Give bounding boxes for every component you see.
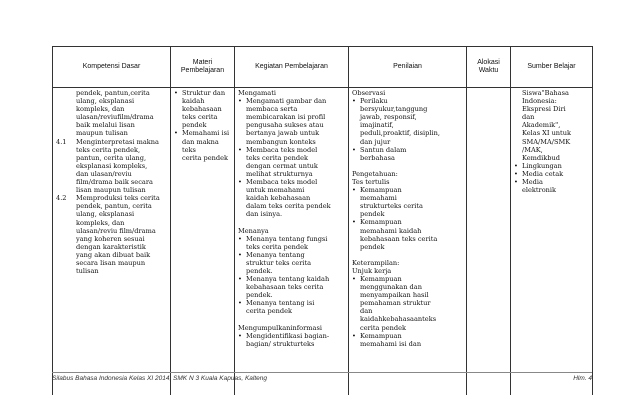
kd-text-line: Memproduksi teks cerita xyxy=(76,194,160,203)
list-item xyxy=(238,299,345,315)
kegiatan-line: untuk memahami xyxy=(246,186,305,195)
penilaian-line: • Kemampuan xyxy=(360,186,402,195)
materi-line: kaidah xyxy=(182,97,205,106)
penilaian-line: memahami kaidah xyxy=(360,226,422,235)
cell-alokasi xyxy=(467,88,511,396)
kd-text-line: kompleks, dan xyxy=(76,218,125,227)
section-title-keterampilan: Keterampilan: xyxy=(352,258,400,267)
section-title-unjuk-kerja: Unjuk kerja xyxy=(352,266,392,275)
kd-item-4-1 xyxy=(56,138,167,195)
kegiatan-line: teks cerita pendek xyxy=(246,242,309,251)
kegiatan-line: • Mengidentifikasi bagian- xyxy=(246,331,330,340)
list-item xyxy=(238,146,345,178)
kd-text-line: ulasan/reviu film/drama xyxy=(76,226,156,235)
penilaian-line: memahami xyxy=(360,194,397,203)
materi-line: pendek xyxy=(182,121,207,130)
penilaian-line: imajinatif, xyxy=(360,121,394,130)
sumber-line: elektronik xyxy=(522,186,557,195)
sumber-line: Kemdikbud xyxy=(522,153,560,162)
penilaian-line: • Kemampuan xyxy=(360,331,402,340)
sumber-line: Indonesia: xyxy=(522,97,557,106)
kd-item-4-2 xyxy=(56,194,167,275)
page-footer xyxy=(52,375,592,385)
penilaian-line: cerita pendek xyxy=(360,323,407,332)
table-row xyxy=(53,88,593,396)
materi-line: dan makna teks xyxy=(182,137,219,154)
kd-text-line: baik melalui lisan xyxy=(76,121,135,130)
header-kompetensi-dasar: Kompetensi Dasar xyxy=(53,47,171,88)
list-item xyxy=(352,218,463,250)
cell-kompetensi-dasar xyxy=(53,88,171,396)
syllabus-table xyxy=(52,46,593,395)
kd-text-line: teks cerita pendek, xyxy=(76,145,141,154)
kegiatan-line: dan isinya. xyxy=(246,210,283,219)
kd-text-line: lisan maupun tulisan xyxy=(76,186,146,195)
footer-document-title: Silabus Bahasa Indonesia Kelas XI 2014, SMK N 3 Kuala Kapuas, Kalteng xyxy=(52,375,268,382)
kegiatan-line: melihat strukturnya xyxy=(246,169,313,178)
table-header-row xyxy=(53,47,593,88)
penilaian-line: • Kemampuan xyxy=(360,218,402,227)
list-item xyxy=(238,251,345,275)
kegiatan-line: • Menanya tentang isi xyxy=(246,299,315,308)
kd-text-line: yang akan dibuat baik xyxy=(76,250,151,259)
header-kegiatan: Kegiatan Pembelajaran xyxy=(235,47,349,88)
kd-text-line: maupun tulisan xyxy=(76,129,128,138)
kegiatan-line: • Menanya tentang fungsi xyxy=(246,234,328,243)
kd-text-line: Menginterpretasi makna xyxy=(76,137,159,146)
list-item: • Lingkungan xyxy=(514,162,589,170)
list-item xyxy=(238,332,345,348)
list-item xyxy=(352,186,463,218)
kd-text-line: ulasan/reviufilm/drama xyxy=(76,113,154,122)
list-item xyxy=(352,146,463,162)
list-item xyxy=(514,178,589,194)
header-sumber: Sumber Belajar xyxy=(511,47,593,88)
kegiatan-line: bertanya jawab untuk xyxy=(246,129,320,138)
kd-text-line: pendek, pantun,cerita xyxy=(76,89,150,97)
section-title-mengamati: Mengamati xyxy=(238,89,276,97)
cell-kegiatan xyxy=(235,88,349,396)
list-item xyxy=(352,332,463,348)
list-item: • Media cetak xyxy=(514,170,589,178)
penilaian-line: bersyukur,tanggung xyxy=(360,105,428,114)
penilaian-line: berbahasa xyxy=(360,153,395,162)
cell-penilaian xyxy=(349,88,467,396)
kegiatan-line: • Mengamati gambar dan xyxy=(246,97,327,106)
materi-line: • Memahami isi xyxy=(182,129,230,138)
penilaian-line: • Perilaku xyxy=(360,97,388,106)
kd-text-line: pantun, cerita ulang, xyxy=(76,153,147,162)
penilaian-line: pendek xyxy=(360,210,385,219)
kd-text-line: secara lisan maupun xyxy=(76,258,146,267)
kegiatan-line: • Membaca teks model xyxy=(246,178,318,187)
kegiatan-line: • Menanya tentang kaidah xyxy=(246,275,330,284)
kegiatan-line: struktur teks cerita xyxy=(246,258,312,267)
section-title-pengetahuan: Pengetahuan: xyxy=(352,169,398,178)
penilaian-line: peduli,proaktif, disiplin, xyxy=(360,129,440,138)
kegiatan-line: teks cerita pendek xyxy=(246,153,309,162)
kegiatan-line: • Menanya tentang xyxy=(246,250,305,259)
list-item xyxy=(238,97,345,146)
penilaian-line: jawab, responsif, xyxy=(360,113,417,122)
list-item xyxy=(352,275,463,332)
list-item xyxy=(174,129,231,161)
kegiatan-line: pendek. xyxy=(246,266,273,275)
kd-text-line: yang koheren sesuai xyxy=(76,234,145,243)
kegiatan-line: membaca serta xyxy=(246,105,298,114)
kd-text-line: tulisan xyxy=(76,267,99,276)
header-penilaian: Penilaian xyxy=(349,47,467,88)
penilaian-line: pemahaman struktur xyxy=(360,299,431,308)
list-item xyxy=(238,178,345,218)
section-title-tes: Tes tertulis xyxy=(352,177,390,186)
kd-text-line: kompleks, dan xyxy=(76,105,125,114)
kegiatan-line: kaidah kebahasaan xyxy=(246,194,311,203)
list-item xyxy=(352,97,463,146)
list-item xyxy=(174,89,231,129)
kegiatan-line: kebahasaan teks cerita xyxy=(246,283,324,292)
footer-divider xyxy=(52,372,592,373)
kegiatan-line: membicarakan isi profil xyxy=(246,113,326,122)
kegiatan-line: cerita pendek xyxy=(246,307,293,316)
cell-materi xyxy=(171,88,235,396)
sumber-line: Akademik", xyxy=(522,121,561,130)
penilaian-line: menyampaikan hasil xyxy=(360,291,429,300)
kd-text-line: ulang, eksplanasi xyxy=(76,97,135,106)
penilaian-line: menggunakan dan xyxy=(360,283,422,292)
penilaian-line: dan jujur xyxy=(360,137,391,146)
footer-page-number: Hlm. 4 xyxy=(573,375,592,382)
kegiatan-line: bagian/ strukturteks xyxy=(246,339,315,348)
materi-line: teks cerita xyxy=(182,113,218,122)
cell-sumber xyxy=(511,88,593,396)
sumber-line: Kelas XI untuk xyxy=(522,129,571,138)
sumber-line: dan xyxy=(522,113,535,122)
penilaian-line: • Kemampuan xyxy=(360,274,402,283)
kd-text-line: dengan karakteristik xyxy=(76,242,146,251)
materi-line: kebahasaan xyxy=(182,105,222,114)
kd-number: 4.2 xyxy=(56,194,67,203)
penilaian-line: kebahasaan teks cerita xyxy=(360,234,438,243)
kd-text-line: ulang, eksplanasi xyxy=(76,210,135,219)
materi-line: cerita pendek xyxy=(182,153,229,162)
penilaian-line: kaidahkebahasaanteks xyxy=(360,315,437,324)
kd-text-line: pendek, pantun, cerita xyxy=(76,202,152,211)
sumber-line: • Media xyxy=(522,178,543,187)
penilaian-line: • Santun dalam xyxy=(360,145,407,154)
kegiatan-line: pengusaha sukses atau xyxy=(246,121,324,130)
list-item xyxy=(238,235,345,251)
section-title-menanya: Menanya xyxy=(238,226,269,235)
penilaian-line: pendek xyxy=(360,242,385,251)
penilaian-line: dan xyxy=(360,307,373,316)
kd-number: 4.1 xyxy=(56,137,67,146)
penilaian-line: memahami isi dan xyxy=(360,339,422,348)
sumber-line: SMA/MA/SMK xyxy=(522,137,571,146)
sumber-line: /MAK, xyxy=(522,145,543,154)
kegiatan-line: dengan cermat untuk xyxy=(246,161,318,170)
list-item xyxy=(238,275,345,299)
kd-text-line: film/drama baik secara xyxy=(76,178,153,187)
kd-text-line: dan ulasan/reviu xyxy=(76,169,132,178)
kd-text-line: eksplanasi kompleks, xyxy=(76,161,148,170)
kegiatan-line: pendek. xyxy=(246,291,273,300)
kegiatan-line: membangun konteks xyxy=(246,137,316,146)
section-title-observasi: Observasi xyxy=(352,89,386,97)
sumber-line: Siswa"Bahasa xyxy=(522,89,569,97)
materi-line: • Struktur dan xyxy=(182,89,226,97)
section-title-mengumpulkan: Mengumpulkaninformasi xyxy=(238,323,322,332)
header-materi: Materi Pembelajaran xyxy=(171,47,235,88)
header-alokasi: Alokasi Waktu xyxy=(467,47,511,88)
penilaian-line: strukturteks cerita xyxy=(360,202,423,211)
kegiatan-line: • Membaca teks model xyxy=(246,145,318,154)
sumber-line: Ekspresi Diri xyxy=(522,105,566,114)
kegiatan-line: dalam teks cerita pendek xyxy=(246,202,331,211)
